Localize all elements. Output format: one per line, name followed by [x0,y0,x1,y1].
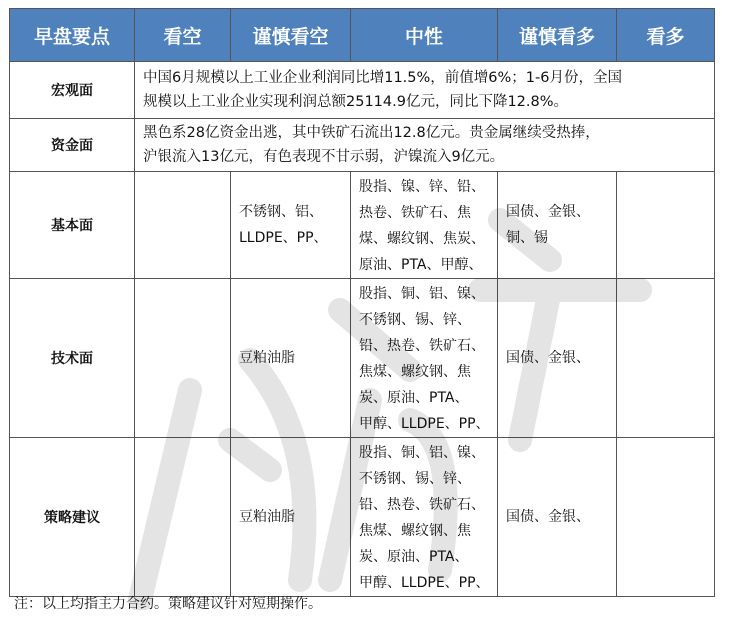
capital-text [135,119,715,172]
commodity-line: 煤、螺纹钢、焦炭、 [359,231,485,247]
strategy-cautious-bullish-cell [498,438,617,597]
header-cautious-bullish: 谨慎看多 [498,9,617,62]
technical-bullish-cell [617,279,715,438]
macro-label: 宏观面 [10,62,135,119]
commodity-line: 股指、镍、锌、铅、 [359,179,485,195]
commodity-line: 不锈钢、锡、锌、 [359,312,471,328]
commodity-line: 铅、热卷、铁矿石、 [359,338,485,354]
strategy-label: 策略建议 [10,438,135,597]
capital-text-line: 沪银流入13亿元，有色表现不甘示弱，沪镍流入9亿元。 [143,149,505,165]
header-neutral: 中性 [351,9,498,62]
commodity-line: 豆粕油脂 [239,509,295,525]
commodity-line: 焦煤、螺纹钢、焦 [359,523,471,539]
technical-neutral-cell [351,279,498,438]
technical-cautious-bearish-cell [231,279,351,438]
header-bearish: 看空 [135,9,231,62]
header-cautious-bearish: 谨慎看空 [231,9,351,62]
capital-label: 资金面 [10,119,135,172]
fundamental-cautious-bullish-cell [498,172,617,279]
macro-text-line: 规模以上工业企业实现利润总额25114.9亿元，同比下降12.8%。 [143,94,569,110]
header-morning-points: 早盘要点 [10,9,135,62]
strategy-bearish-cell [135,438,231,597]
commodity-line: 不锈钢、锡、锌、 [359,471,471,487]
fundamental-row [10,172,715,279]
outlook-table [9,8,715,597]
header-bullish: 看多 [617,9,715,62]
commodity-line: 股指、铜、铝、镍、 [359,445,485,461]
commodity-line: 炭、原油、PTA、 [359,390,469,406]
capital-row [10,119,715,172]
fundamental-cautious-bearish-cell [231,172,351,279]
macro-row [10,62,715,119]
strategy-neutral-cell [351,438,498,597]
fundamental-label: 基本面 [10,172,135,279]
commodity-line: 焦煤、螺纹钢、焦 [359,364,471,380]
strategy-row [10,438,715,597]
fundamental-neutral-cell [351,172,498,279]
commodity-line: LLDPE、PP、 [239,230,328,246]
technical-bearish-cell [135,279,231,438]
technical-label: 技术面 [10,279,135,438]
commodity-line: 甲醇、LLDPE、PP、 [359,575,490,591]
macro-text-line: 中国6月规模以上工业企业利润同比增11.5%，前值增6%；1-6月份，全国 [143,70,622,86]
header-row [10,9,715,62]
strategy-cautious-bearish-cell [231,438,351,597]
commodity-line: 豆粕油脂 [239,350,295,366]
fundamental-bearish-cell [135,172,231,279]
commodity-line: 不锈钢、铝、 [239,204,323,220]
fundamental-bullish-cell [617,172,715,279]
commodity-line: 铜、锡 [506,230,548,246]
commodity-line: 国债、金银、 [506,204,590,220]
footnote: 注：以上均指主力合约。策略建议针对短期操作。 [14,596,322,612]
commodity-line: 炭、原油、PTA、 [359,549,469,565]
technical-row [10,279,715,438]
technical-cautious-bullish-cell [498,279,617,438]
commodity-line: 原油、PTA、甲醇、 [359,257,483,273]
commodity-line: 甲醇、LLDPE、PP、 [359,416,490,432]
commodity-line: 铅、热卷、铁矿石、 [359,497,485,513]
capital-text-line: 黑色系28亿资金出逃，其中铁矿石流出12.8亿元。贵金属继续受热捧， [143,125,600,141]
commodity-line: 股指、铜、铝、镍、 [359,286,485,302]
commodity-line: 国债、金银、 [506,350,590,366]
strategy-bullish-cell [617,438,715,597]
commodity-line: 国债、金银、 [506,509,590,525]
macro-text [135,62,715,119]
commodity-line: 热卷、铁矿石、焦 [359,205,471,221]
